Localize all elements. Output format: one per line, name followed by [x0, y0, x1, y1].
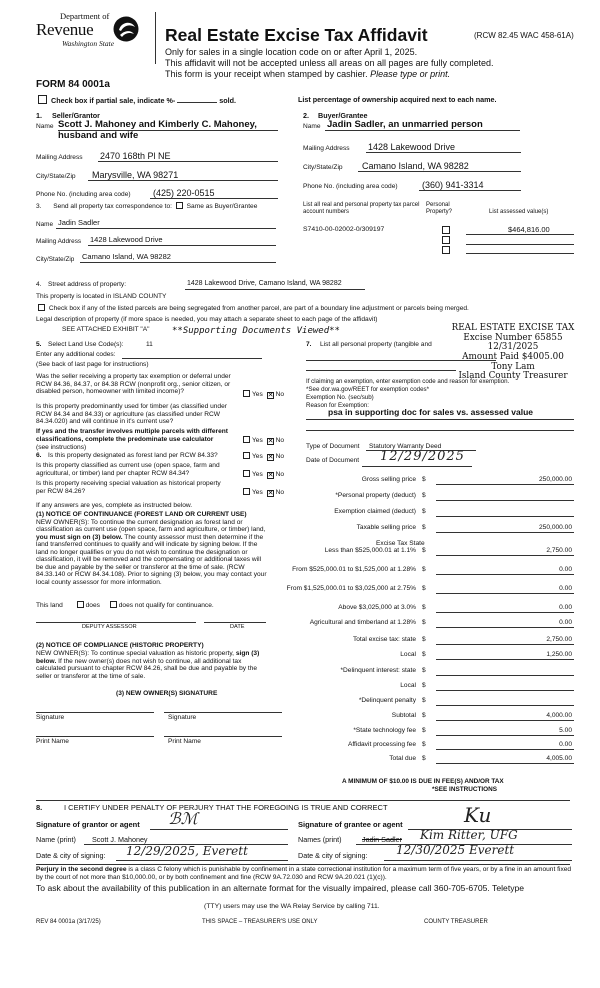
calc-value-line: [436, 720, 574, 721]
complete-instructions: If any answers are yes, complete as instructed below.: [36, 502, 193, 509]
sec3-row: [36, 202, 257, 211]
q4-yes-checkbox[interactable]: [243, 470, 250, 477]
stamp-line-1: REAL ESTATE EXCISE TAX: [451, 323, 575, 333]
calc-label-gross: Gross selling price: [361, 476, 416, 483]
form-title: Real Estate Excise Tax Affidavit: [165, 25, 428, 45]
calc-label-subtotal: Subtotal: [391, 712, 416, 719]
land-use-code[interactable]: 11: [146, 341, 153, 348]
date-label: DATE: [230, 624, 245, 630]
calc-dollar: $: [422, 476, 426, 483]
partial-pct-field[interactable]: [177, 102, 217, 103]
parcel-header: List all real and personal property tax parcel account numbers: [303, 202, 420, 215]
calc-value-local[interactable]: 1,250.00: [546, 651, 572, 658]
certify-text: I CERTIFY UNDER PENALTY OF PERJURY THAT THE FOREGOING IS TRUE AND CORRECT: [64, 803, 388, 812]
notice-compliance-text: NEW OWNER(S): To continue special valuation as historic property, sign (3) below. If the new owner(s) does not wish to continue, all additional tax calculated pursuant to chapter RCW 84.26, shall be due and payable by the seller or transferor at the time of sale.: [36, 650, 260, 680]
calc-dollar: $: [422, 741, 426, 748]
see-instructions-note: *SEE INSTRUCTIONS: [432, 786, 497, 793]
q2-no-checkbox[interactable]: ✕: [267, 438, 274, 445]
seller-mail-label: Mailing Address: [36, 154, 83, 161]
exemption-question: Was the seller receiving a property tax exemption or deferral under RCW 84.36, 84.37, or 84.38 RCW (nonprofit org., senior citizen, or disabled person, homeowner with limited income)?: [36, 373, 231, 396]
sec4-label: Street address of property:: [48, 281, 127, 288]
partial-sold-label: sold.: [219, 96, 237, 105]
q1-yesno: Yes ✕ No: [241, 390, 284, 399]
sec3-mail-label: Mailing Address: [36, 238, 82, 245]
timber-question-c: (see instructions): [36, 444, 87, 451]
grantor-date-label: Date & city of signing:: [36, 851, 106, 860]
calc-value-t3[interactable]: 0.00: [559, 585, 572, 592]
calc-value-line: [436, 593, 574, 594]
legal-desc-label: Legal description of property (if more space is needed, you may attach a separate sheet to each page of the affidavit): [36, 316, 378, 323]
notice-continuance-text: NEW OWNER(S): To continue the current designation as forest land or classification as current use (open space, farm and agriculture, or timber) land, you must sign on (3) below. The county assessor must then determine if the land transferred continues to qualify and will indicate by signing below. If the land no longer qualifies or you do not wish to continue the designation or classification, it will be removed and the compensating or additional taxes will be due and payable by the seller or transferor at the time of sale. (RCW 84.33.140 or RCW 84.34.108). Prior to signing (3) below, you may contact your local county assessor for more information.: [36, 519, 267, 586]
calc-label-t2: From $525,000.01 to $1,525,000 at 1.28%: [292, 566, 416, 573]
alternate-format-note: To ask about the availability of this publication in an alternate format for the visually impaired, please call 360-705-6705. Teletype: [36, 883, 525, 893]
grantee-date-value[interactable]: 12/30/2025 Everett: [396, 843, 515, 857]
assessed-value-header: List assessed value(s): [489, 209, 549, 215]
property-address[interactable]: 1428 Lakewood Drive, Camano Island, WA 98282: [187, 280, 342, 287]
segregation-checkbox[interactable]: [38, 304, 45, 311]
calc-value-taxable[interactable]: 250,000.00: [538, 524, 572, 531]
calc-value-subtotal[interactable]: 4,000.00: [546, 712, 572, 719]
seller-city-label: City/State/Zip: [36, 173, 76, 180]
header-divider: [155, 12, 156, 64]
seller-city-value[interactable]: Marysville, WA 98271: [92, 170, 179, 180]
calc-label-tech: *State technology fee: [353, 727, 416, 734]
calc-value-line: [436, 705, 574, 706]
exemption-note-1: If claiming an exemption, enter exemption code and reason for exemption.: [306, 378, 510, 385]
buyer-phone-value[interactable]: (360) 941-3314: [422, 180, 484, 190]
calc-value-line: [436, 555, 574, 556]
forest-question: Is this property designated as forest land per RCW 84.33?: [48, 452, 218, 459]
sec7-num: 7.: [306, 341, 312, 348]
sec5-label: Select Land Use Code(s):: [48, 341, 124, 348]
historic-question: Is this property receiving special valuation as historical property per RCW 84.26?: [36, 480, 221, 495]
treasurer-use-only: THIS SPACE – TREASURER'S USE ONLY: [202, 919, 318, 925]
notice-continuance-title: (1) NOTICE OF CONTINUANCE (FOREST LAND OR CURRENT USE): [36, 511, 247, 518]
form-rcw: (RCW 82.45 WAC 458-61A): [474, 31, 574, 40]
does-checkbox[interactable]: [77, 601, 84, 608]
deputy-assessor-label: DEPUTY ASSESSOR: [82, 624, 137, 630]
grantor-signature[interactable]: ℬℳ: [168, 809, 198, 828]
sec3-num: 3.: [36, 203, 42, 210]
calc-dollar: $: [422, 619, 426, 626]
calc-label-local: Local: [400, 651, 416, 658]
same-as-buyer-checkbox[interactable]: [176, 202, 183, 209]
land-qualify-row: This land does does not qualify for continuance.: [36, 602, 214, 609]
calc-value-t4[interactable]: 0.00: [559, 604, 572, 611]
new-owner-print-label-1: Print Name: [36, 738, 69, 745]
sec5-num: 5.: [36, 341, 42, 348]
sec8-num: 8.: [36, 803, 43, 812]
calc-value-line: [436, 532, 574, 533]
calc-dollar: $: [422, 755, 426, 762]
calc-label-t4: Above $3,025,000 at 3.0%: [338, 604, 416, 611]
grantor-name-value[interactable]: Scott J. Mahoney: [92, 835, 148, 844]
doc-date-value[interactable]: 12/29/2025: [380, 449, 465, 464]
seller-title: Seller/Grantor: [52, 111, 100, 120]
calc-dollar: $: [422, 712, 426, 719]
sec6-num: 6.: [36, 452, 42, 459]
grantee-name-handwritten[interactable]: Kim Ritter, UFG: [420, 828, 518, 842]
excise-state-label: Excise Tax State: [376, 540, 425, 547]
calc-value-line: [436, 612, 574, 613]
doc-type-value[interactable]: Statutory Warranty Deed: [369, 443, 442, 450]
calc-label-delinq_state: *Delinquent interest: state: [340, 667, 416, 674]
personal-prop-header: Personal Property?: [426, 202, 453, 215]
buyer-num: 2.: [303, 111, 309, 120]
calc-value-total_state[interactable]: 2,750.00: [546, 636, 572, 643]
seller-num: 1.: [36, 111, 42, 120]
q5-yesno: Yes ✕ No: [241, 488, 284, 497]
same-as-buyer-label: Same as Buyer/Grantee: [186, 203, 258, 210]
calc-label-t3: From $1,525,000.01 to $3,025,000 at 2.75%: [286, 585, 416, 592]
calc-value-t5[interactable]: 0.00: [559, 619, 572, 626]
q1-no-checkbox[interactable]: ✕: [267, 392, 274, 399]
grantee-date-label: Date & city of signing:: [298, 851, 368, 860]
does-not-checkbox[interactable]: [110, 601, 117, 608]
sec8-rule-top: [36, 800, 570, 801]
grantor-date-value[interactable]: 12/29/2025, Everett: [126, 844, 248, 858]
grantee-names-label: Names (print): [298, 835, 342, 844]
new-owner-sig-title: (3) NEW OWNER(S) SIGNATURE: [116, 690, 218, 697]
calc-dollar: $: [422, 636, 426, 643]
form-number: FORM 84 0001a: [36, 79, 110, 90]
seller-mail-value[interactable]: 2470 168th Pl NE: [100, 151, 171, 161]
q3-no-checkbox[interactable]: ✕: [267, 454, 274, 461]
wac-label: Exemption No. (sec/sub): [306, 394, 374, 401]
buyer-title: Buyer/Grantee: [318, 111, 368, 120]
calc-value-affidavit[interactable]: 0.00: [559, 741, 572, 748]
notice-compliance-title: (2) NOTICE OF COMPLIANCE (HISTORIC PROPERTY): [36, 642, 204, 649]
new-owner-print-label-2: Print Name: [168, 738, 201, 745]
calc-dollar: $: [422, 585, 426, 592]
calc-value-line: [436, 574, 574, 575]
buyer-city-value[interactable]: Camano Island, WA 98282: [362, 161, 469, 171]
calc-dollar: $: [422, 651, 426, 658]
treasurer-stamp: [438, 324, 588, 382]
calc-label-total_state: Total excise tax: state: [352, 636, 416, 643]
calc-value-line: [436, 675, 574, 676]
personal-prop-checkbox-3[interactable]: [440, 246, 452, 256]
calc-value-tech[interactable]: 5.00: [559, 727, 572, 734]
calc-value-line: [436, 735, 574, 736]
county-treasurer-label: COUNTY TREASURER: [424, 919, 488, 925]
q3-yesno: Yes ✕ No: [241, 452, 284, 461]
q4-yesno: Yes ✕ No: [241, 470, 284, 479]
partial-sale-row: [36, 95, 236, 105]
calc-value-line: [436, 763, 574, 764]
grantee-name-value[interactable]: Jadin Sadler: [362, 835, 402, 844]
grantor-sig-label: Signature of grantor or agent: [36, 820, 140, 829]
stamp-line-3: 12/31/2025: [487, 342, 539, 353]
grantee-sig-label: Signature of grantee or agent: [298, 820, 403, 829]
dor-emblem-icon: [112, 15, 140, 43]
seller-name-label: Name: [36, 123, 54, 130]
reason-label: Reason for Exemption:: [306, 402, 369, 409]
q3-yes-checkbox[interactable]: [243, 452, 250, 459]
assessed-value[interactable]: $464,816.00: [508, 225, 550, 234]
property-county: This property is located in ISLAND COUNTY: [36, 293, 167, 300]
calc-dollar: $: [422, 547, 426, 554]
calc-dollar: $: [422, 524, 426, 531]
calc-label-total: Total due: [389, 755, 416, 762]
sec4-num: 4.: [36, 281, 42, 288]
reason-value[interactable]: psa in supporting doc for sales vs. assessed value: [328, 407, 534, 417]
calc-dollar: $: [422, 604, 426, 611]
exemption-note-2: *See dor.wa.gov/REET for exemption codes*: [306, 386, 430, 393]
calc-value-total[interactable]: 4,005.00: [546, 755, 572, 762]
parcel-number[interactable]: S7410-00-02002-0/309197: [303, 226, 385, 233]
calc-value-line: [436, 500, 574, 501]
logo-state-text: Washington State: [62, 39, 115, 48]
grantor-name-label: Name (print): [36, 835, 76, 844]
q5-no-checkbox[interactable]: ✕: [267, 490, 274, 497]
sec8-rule-bottom: [36, 864, 570, 865]
additional-codes-label: Enter any additional codes:: [36, 351, 116, 358]
buyer-mail-value[interactable]: 1428 Lakewood Drive: [368, 142, 456, 152]
calc-label-delinq_local: Local: [400, 682, 416, 689]
sec3-mail-value[interactable]: 1428 Lakewood Drive: [90, 235, 163, 244]
new-owner-sig-label-1: Signature: [36, 714, 65, 721]
calc-value-line: [436, 749, 574, 750]
buyer-mail-label: Mailing Address: [303, 145, 350, 152]
stamp-line-2: Excise Number 65855: [463, 332, 563, 343]
calc-label-affidavit: Affidavit processing fee: [347, 741, 416, 748]
calc-value-t1[interactable]: 2,750.00: [546, 547, 572, 554]
personal-prop-checkbox-1[interactable]: [440, 226, 452, 236]
sec3-name-value[interactable]: Jadin Sadler: [58, 218, 100, 227]
calc-value-line: [436, 484, 574, 485]
calc-label-personal: *Personal property (deduct): [335, 492, 416, 499]
calc-dollar: $: [422, 667, 426, 674]
sec7-label: List all personal property (tangible and: [320, 341, 432, 348]
ownership-pct-title: List percentage of ownership acquired next to each name.: [298, 95, 497, 104]
q2-yes-checkbox[interactable]: [243, 436, 250, 443]
calc-label-exempt: Exemption claimed (deduct): [334, 508, 416, 515]
timber-question-b: If yes and the transfer involves multiple parcels with different classifications, complete the predominate use calculator: [36, 428, 229, 443]
header-line-3: This form is your receipt when stamped by cashier. Please type or print.: [165, 69, 451, 79]
supporting-docs-note: **Supporting Documents Viewed**: [172, 326, 340, 336]
header-line-2: This affidavit will not be accepted unless all areas on all pages are fully completed.: [165, 58, 494, 68]
calc-value-line: [436, 627, 574, 628]
logo-revenue-text: Revenue: [36, 20, 94, 39]
partial-sale-checkbox[interactable]: [38, 95, 47, 104]
form-revision: REV 84 0001a (3/17/25): [36, 919, 101, 925]
calc-dollar: $: [422, 697, 426, 704]
q2-yesno: Yes ✕ No: [241, 436, 284, 445]
sec3-name-label: Name: [36, 221, 54, 228]
header-line-1: Only for sales in a single location code on or after April 1, 2025.: [165, 47, 418, 57]
calc-label-delinq_pen: *Delinquent penalty: [358, 697, 416, 704]
sec3-city-value[interactable]: Camano Island, WA 98282: [82, 252, 171, 261]
seller-phone-value[interactable]: (425) 220-0515: [153, 188, 215, 198]
stamp-line-6: Island County Treasurer: [458, 371, 568, 382]
calc-value-gross[interactable]: 250,000.00: [538, 476, 572, 483]
q1-yes-checkbox[interactable]: [243, 390, 250, 397]
calc-label-taxable: Taxable selling price: [356, 524, 416, 531]
stamp-line-4: Amount Paid $4005.00: [462, 352, 564, 363]
calc-value-line: [436, 690, 574, 691]
buyer-name-value[interactable]: Jadin Sadler, an unmarried person: [327, 119, 483, 130]
q4-no-checkbox[interactable]: ✕: [267, 472, 274, 479]
segregation-label: Check box if any of the listed parcels are being segregated from another parcel, are part of a boundary line adjustment or parcels being merged.: [48, 305, 469, 312]
partial-sale-label: Check box if partial sale, indicate %-: [51, 96, 176, 105]
calc-dollar: $: [422, 508, 426, 515]
sec3-city-label: City/State/Zip: [36, 256, 75, 263]
calc-dollar: $: [422, 492, 426, 499]
buyer-city-label: City/State/Zip: [303, 164, 343, 171]
see-instructions: (See back of last page for instructions): [36, 361, 149, 368]
q5-yes-checkbox[interactable]: [243, 488, 250, 495]
doc-type-label: Type of Document: [306, 443, 360, 450]
segregation-row: [36, 304, 469, 313]
calc-dollar: $: [422, 727, 426, 734]
tty-note: (TTY) users may use the WA Relay Service by calling 711.: [204, 903, 380, 910]
seller-phone-label: Phone No. (including area code): [36, 191, 131, 198]
calc-value-line: [436, 659, 574, 660]
current-use-question: Is this property classified as current use (open space, farm and agricultural, or timber) land per chapter RCW 84.34?: [36, 462, 220, 477]
timber-question: Is this property predominantly used for timber (as classified under RCW 84.34 and 84.33) or agriculture (as classified under RCW 84.34.020) and will continue in it's current use?: [36, 403, 227, 426]
calc-value-t2[interactable]: 0.00: [559, 566, 572, 573]
seller-name-value[interactable]: Scott J. Mahoney and Kimberly C. Mahoney, husband and wife: [58, 119, 257, 142]
doc-date-label: Date of Document: [306, 457, 360, 464]
calc-dollar: $: [422, 566, 426, 573]
calc-value-line: [436, 644, 574, 645]
personal-prop-checkbox-2[interactable]: [440, 236, 452, 246]
buyer-name-label: Name: [303, 123, 321, 130]
grantee-signature[interactable]: Ku: [464, 803, 492, 827]
calc-value-line: [436, 516, 574, 517]
logo-dept-text: Department of: [60, 11, 110, 21]
sec3-text: Send all property tax correspondence to:: [53, 203, 172, 210]
buyer-phone-label: Phone No. (including area code): [303, 183, 398, 190]
calc-label-t5: Agricultural and timberland at 1.28%: [309, 619, 416, 626]
calc-label-t1: Less than $525,000.01 at 1.1%: [324, 547, 416, 554]
calc-dollar: $: [422, 682, 426, 689]
new-owner-sig-label-2: Signature: [168, 714, 197, 721]
stamp-line-5: Tony Lam: [491, 361, 535, 372]
minimum-due: A MINIMUM OF $10.00 IS DUE IN FEE(S) AND/OR TAX: [342, 778, 504, 785]
dor-logo: [36, 12, 148, 56]
perjury-notice: Perjury in the second degree is a class C felony which is punishable by confinement in a state correctional institution for a maximum term of five years, or by a fine in an amount fixed by the court of not more than $10,000.00, or by both confinement and fine (RCW 9A.72.030 and RCW 9A.20.021 (1)(c)).: [36, 866, 572, 881]
legal-exhibit[interactable]: SEE ATTACHED EXHIBIT "A": [62, 326, 150, 333]
